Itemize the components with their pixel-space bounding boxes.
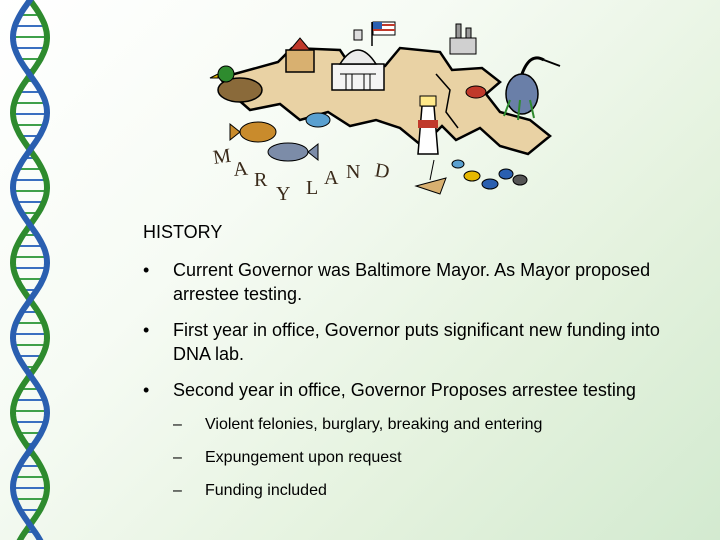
bullet-text: Second year in office, Governor Proposes arrestee testing — [173, 380, 636, 400]
sub-bullet-text: Funding included — [205, 482, 327, 499]
maryland-letter: N — [346, 161, 361, 183]
sub-bullet-item — [173, 414, 683, 435]
slide-heading: HISTORY — [143, 222, 223, 242]
boat-and-fish-icon — [416, 160, 527, 194]
bullet-text: Current Governor was Baltimore Mayor. As Mayor proposed arrestee testing. — [173, 260, 651, 304]
fish-icon — [230, 113, 330, 161]
bullet-item — [143, 378, 683, 402]
maryland-letter: M — [211, 144, 233, 169]
bullet-list — [143, 258, 683, 402]
sub-bullet-marker: – — [173, 416, 182, 433]
bullet-marker: • — [143, 380, 150, 400]
sub-bullet-item — [173, 480, 683, 501]
factory-icon — [450, 24, 476, 54]
sub-bullet-list — [173, 414, 683, 501]
sub-bullet-marker: – — [173, 482, 182, 499]
bullet-text: First year in office, Governor puts significant new funding into DNA lab. — [173, 320, 660, 364]
maryland-map-clipart — [200, 8, 580, 220]
maryland-letter: A — [324, 167, 339, 189]
bullet-item — [143, 258, 683, 306]
sub-bullet-text: Violent felonies, burglary, breaking and entering — [205, 416, 543, 433]
maryland-letter: A — [232, 157, 249, 181]
maryland-letter: Y — [276, 183, 291, 205]
crab-icon — [466, 86, 486, 98]
bullet-item — [143, 318, 683, 366]
sub-bullet-marker: – — [173, 449, 182, 466]
heron-bird-icon — [504, 58, 560, 120]
sub-bullet-item — [173, 447, 683, 468]
bullet-marker: • — [143, 320, 150, 340]
bullet-marker: • — [143, 260, 150, 280]
maryland-letter: L — [306, 177, 319, 199]
fort-castle-icon — [286, 38, 314, 72]
dna-helix-decoration — [0, 0, 62, 540]
slide-body — [143, 220, 683, 513]
maryland-letter: R — [254, 169, 268, 191]
maryland-letter: D — [373, 159, 392, 184]
sub-bullet-text: Expungement upon request — [205, 449, 402, 466]
american-flag-icon — [372, 22, 395, 46]
lighthouse-icon — [418, 96, 438, 154]
